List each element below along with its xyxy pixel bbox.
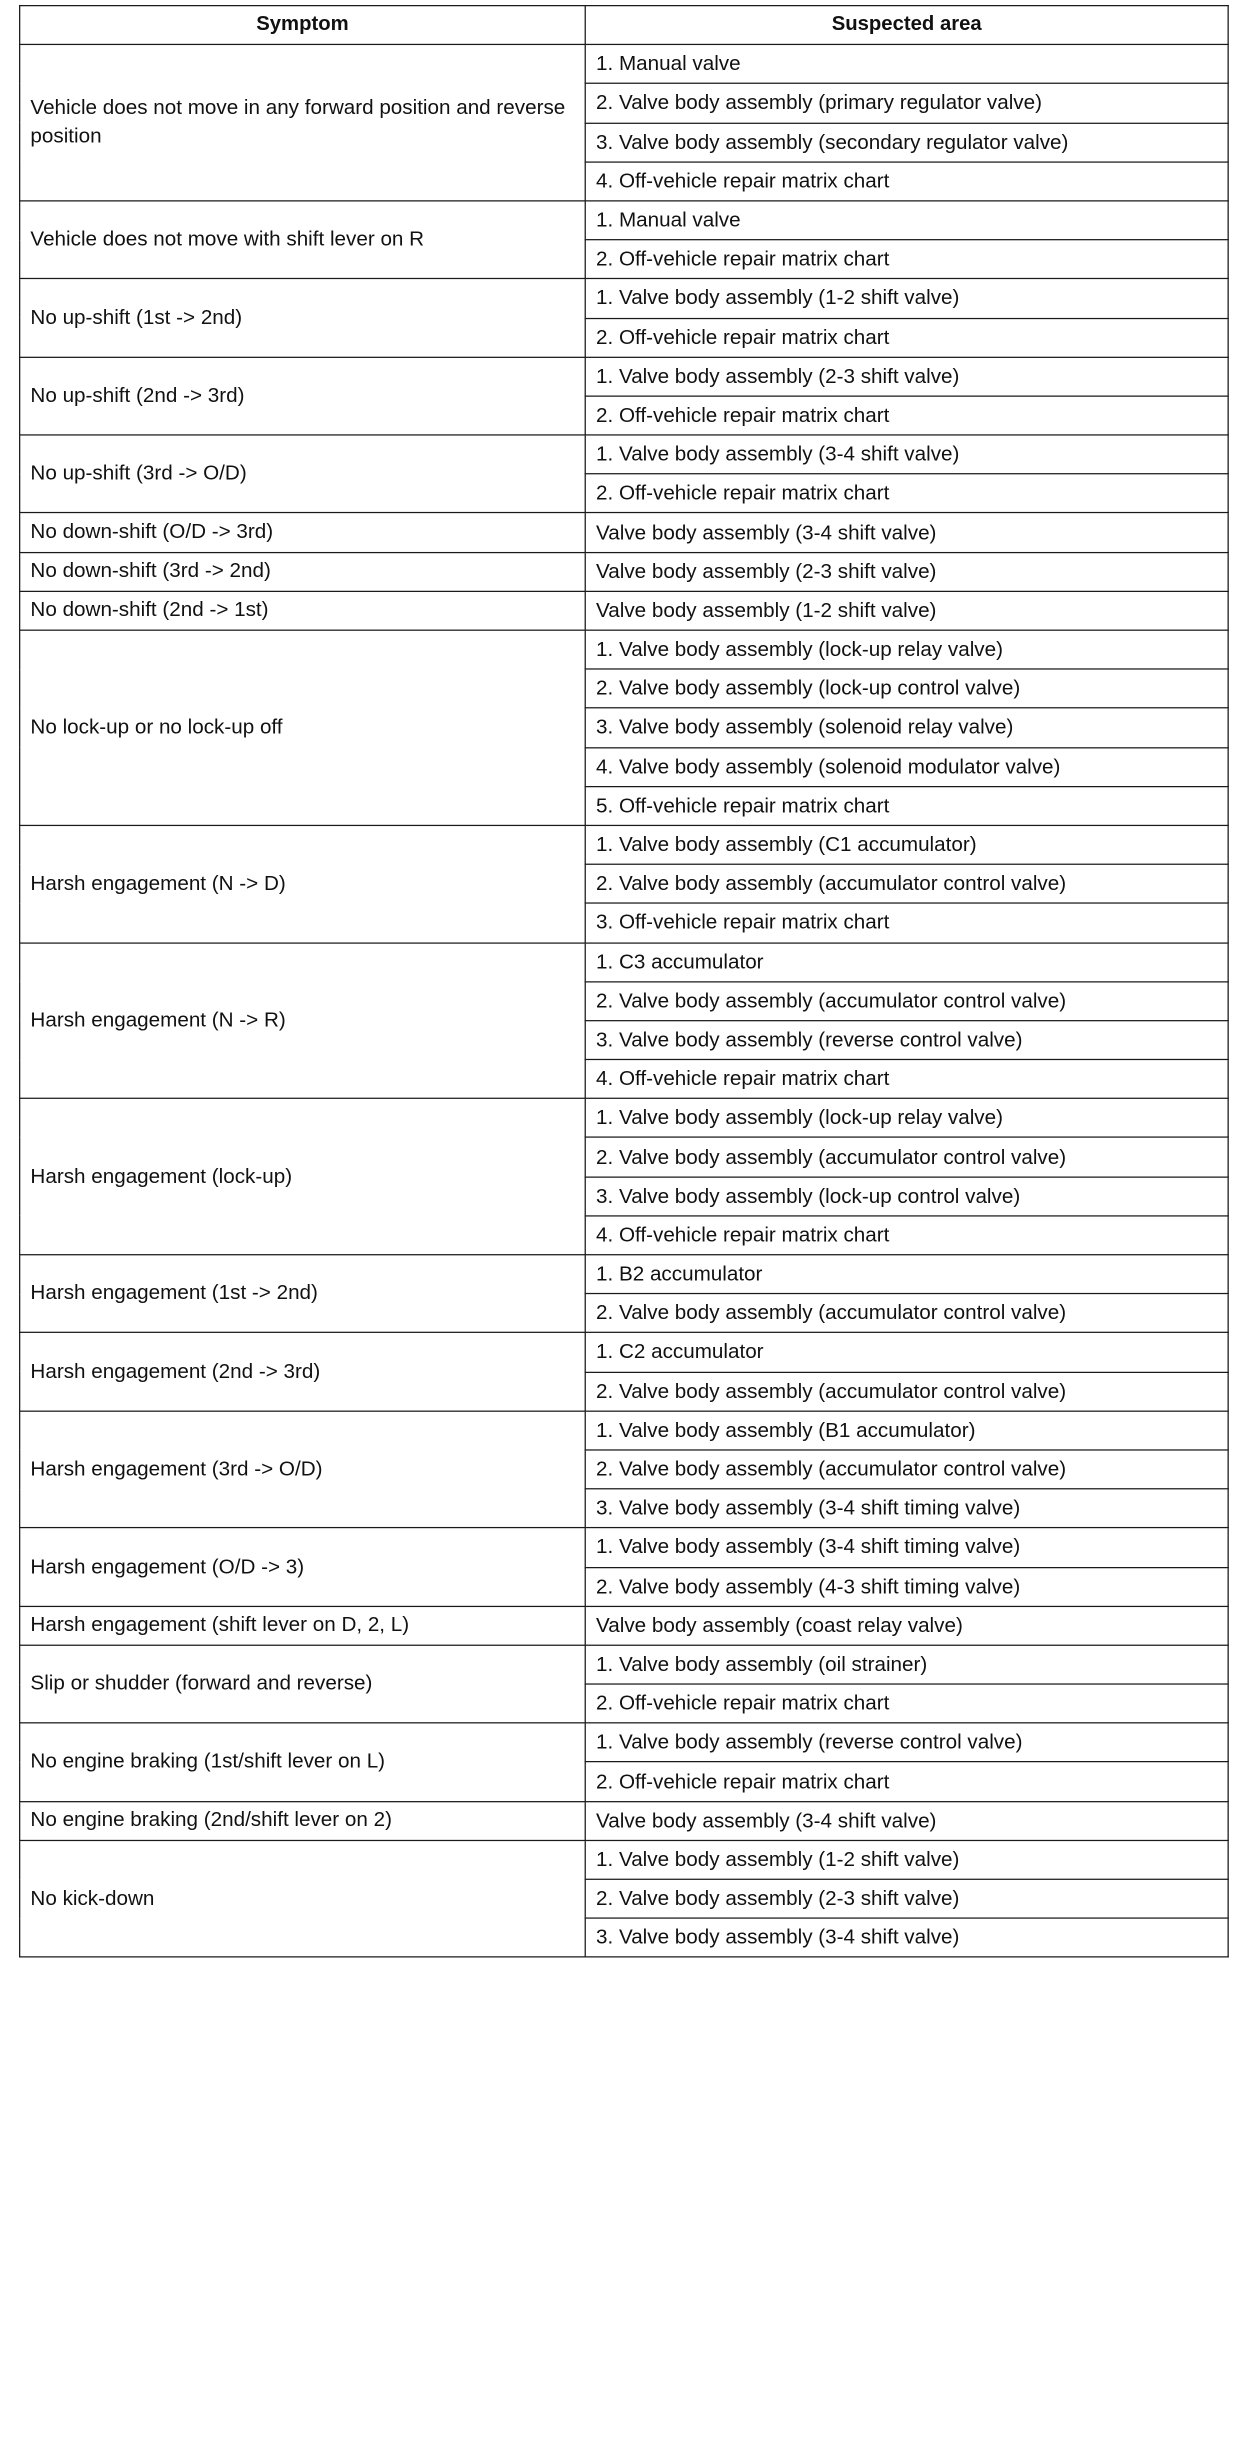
suspected-area-cell: 2. Valve body assembly (accumulator control valve): [585, 1450, 1228, 1489]
suspected-area-cell: 2. Off-vehicle repair matrix chart: [585, 1684, 1228, 1723]
suspected-area-cell: 2. Off-vehicle repair matrix chart: [585, 318, 1228, 357]
symptom-cell: No up-shift (3rd -> O/D): [20, 435, 586, 513]
suspected-area-cell: 1. Valve body assembly (2-3 shift valve): [585, 357, 1228, 396]
table-row: [20, 1606, 1228, 1645]
table-row: [20, 1255, 1228, 1294]
suspected-area-cell: 4. Off-vehicle repair matrix chart: [585, 1216, 1228, 1255]
table-row: [20, 513, 1228, 552]
suspected-area-cell: 2. Valve body assembly (accumulator control valve): [585, 1372, 1228, 1411]
symptom-cell: Harsh engagement (1st -> 2nd): [20, 1255, 586, 1333]
suspected-area-cell: 4. Valve body assembly (solenoid modulator valve): [585, 747, 1228, 786]
suspected-area-cell: 1. Manual valve: [585, 45, 1228, 84]
symptom-cell: Harsh engagement (3rd -> O/D): [20, 1411, 586, 1528]
suspected-area-cell: 2. Valve body assembly (accumulator control valve): [585, 1294, 1228, 1333]
symptom-cell: Harsh engagement (shift lever on D, 2, L): [20, 1606, 586, 1645]
table-row: [20, 1099, 1228, 1138]
suspected-area-cell: 1. C3 accumulator: [585, 942, 1228, 981]
suspected-area-cell: 1. Valve body assembly (C1 accumulator): [585, 825, 1228, 864]
symptom-cell: No down-shift (3rd -> 2nd): [20, 552, 586, 591]
suspected-area-cell: 1. Valve body assembly (lock-up relay valve): [585, 630, 1228, 669]
table-row: [20, 201, 1228, 240]
suspected-area-cell: 4. Off-vehicle repair matrix chart: [585, 1060, 1228, 1099]
table-row: [20, 825, 1228, 864]
suspected-area-cell: 1. Valve body assembly (1-2 shift valve): [585, 1840, 1228, 1879]
table-row: [20, 591, 1228, 630]
table-row: [20, 1645, 1228, 1684]
suspected-area-cell: 1. Valve body assembly (B1 accumulator): [585, 1411, 1228, 1450]
suspected-area-cell: 1. Valve body assembly (3-4 shift timing valve): [585, 1528, 1228, 1567]
suspected-area-cell: 2. Valve body assembly (2-3 shift valve): [585, 1879, 1228, 1918]
suspected-area-cell: 1. Valve body assembly (lock-up relay valve): [585, 1099, 1228, 1138]
symptom-cell: Vehicle does not move with shift lever on R: [20, 201, 586, 279]
suspected-area-cell: 1. Manual valve: [585, 201, 1228, 240]
suspected-area-cell: 2. Valve body assembly (primary regulator valve): [585, 84, 1228, 123]
suspected-area-cell: 3. Valve body assembly (secondary regulator valve): [585, 123, 1228, 162]
suspected-area-cell: 1. B2 accumulator: [585, 1255, 1228, 1294]
suspected-area-cell: 3. Off-vehicle repair matrix chart: [585, 903, 1228, 942]
suspected-area-cell: 1. Valve body assembly (reverse control valve): [585, 1723, 1228, 1762]
suspected-area-cell: 3. Valve body assembly (reverse control valve): [585, 1021, 1228, 1060]
table-row: [20, 552, 1228, 591]
table-row: [20, 1723, 1228, 1762]
suspected-area-cell: 4. Off-vehicle repair matrix chart: [585, 162, 1228, 201]
table-body: [20, 45, 1228, 1958]
symptom-cell: No down-shift (2nd -> 1st): [20, 591, 586, 630]
suspected-area-cell: 1. Valve body assembly (1-2 shift valve): [585, 279, 1228, 318]
header-symptom: Symptom: [20, 6, 586, 45]
suspected-area-cell: 2. Valve body assembly (lock-up control valve): [585, 669, 1228, 708]
suspected-area-cell: 5. Off-vehicle repair matrix chart: [585, 786, 1228, 825]
suspected-area-cell: 2. Off-vehicle repair matrix chart: [585, 474, 1228, 513]
table-row: [20, 1411, 1228, 1450]
symptom-cell: No lock-up or no lock-up off: [20, 630, 586, 825]
suspected-area-cell: Valve body assembly (3-4 shift valve): [585, 1801, 1228, 1840]
symptom-cell: No up-shift (1st -> 2nd): [20, 279, 586, 357]
table-row: [20, 1840, 1228, 1879]
symptom-cell: No engine braking (1st/shift lever on L): [20, 1723, 586, 1801]
table-row: [20, 942, 1228, 981]
suspected-area-cell: 2. Off-vehicle repair matrix chart: [585, 396, 1228, 435]
symptom-cell: No kick-down: [20, 1840, 586, 1957]
suspected-area-cell: 1. Valve body assembly (3-4 shift valve): [585, 435, 1228, 474]
symptom-cell: No up-shift (2nd -> 3rd): [20, 357, 586, 435]
symptom-cell: No engine braking (2nd/shift lever on 2): [20, 1801, 586, 1840]
suspected-area-cell: Valve body assembly (2-3 shift valve): [585, 552, 1228, 591]
suspected-area-cell: 3. Valve body assembly (3-4 shift timing valve): [585, 1489, 1228, 1528]
symptom-cell: Vehicle does not move in any forward position and reverse position: [20, 45, 586, 201]
table-row: [20, 1528, 1228, 1567]
header-suspected-area: Suspected area: [585, 6, 1228, 45]
symptom-cell: Slip or shudder (forward and reverse): [20, 1645, 586, 1723]
table-row: [20, 630, 1228, 669]
suspected-area-cell: 1. C2 accumulator: [585, 1333, 1228, 1372]
symptom-cell: Harsh engagement (lock-up): [20, 1099, 586, 1255]
table-header-row: [20, 6, 1228, 45]
table-row: [20, 279, 1228, 318]
suspected-area-cell: 2. Off-vehicle repair matrix chart: [585, 240, 1228, 279]
suspected-area-cell: Valve body assembly (coast relay valve): [585, 1606, 1228, 1645]
symptom-cell: No down-shift (O/D -> 3rd): [20, 513, 586, 552]
symptom-cell: Harsh engagement (2nd -> 3rd): [20, 1333, 586, 1411]
symptom-cell: Harsh engagement (N -> R): [20, 942, 586, 1098]
table-row: [20, 357, 1228, 396]
suspected-area-cell: 2. Valve body assembly (accumulator control valve): [585, 981, 1228, 1020]
symptom-cell: Harsh engagement (N -> D): [20, 825, 586, 942]
suspected-area-cell: Valve body assembly (1-2 shift valve): [585, 591, 1228, 630]
suspected-area-cell: 3. Valve body assembly (solenoid relay valve): [585, 708, 1228, 747]
symptom-cell: Harsh engagement (O/D -> 3): [20, 1528, 586, 1606]
suspected-area-cell: 3. Valve body assembly (3-4 shift valve): [585, 1918, 1228, 1957]
suspected-area-cell: Valve body assembly (3-4 shift valve): [585, 513, 1228, 552]
suspected-area-cell: 2. Valve body assembly (accumulator control valve): [585, 1138, 1228, 1177]
suspected-area-cell: 2. Valve body assembly (accumulator control valve): [585, 864, 1228, 903]
table-row: [20, 45, 1228, 84]
suspected-area-cell: 1. Valve body assembly (oil strainer): [585, 1645, 1228, 1684]
suspected-area-cell: 3. Valve body assembly (lock-up control valve): [585, 1177, 1228, 1216]
table-row: [20, 1333, 1228, 1372]
table-row: [20, 435, 1228, 474]
symptom-table: [19, 5, 1229, 1958]
suspected-area-cell: 2. Valve body assembly (4-3 shift timing valve): [585, 1567, 1228, 1606]
table-row: [20, 1801, 1228, 1840]
suspected-area-cell: 2. Off-vehicle repair matrix chart: [585, 1762, 1228, 1801]
